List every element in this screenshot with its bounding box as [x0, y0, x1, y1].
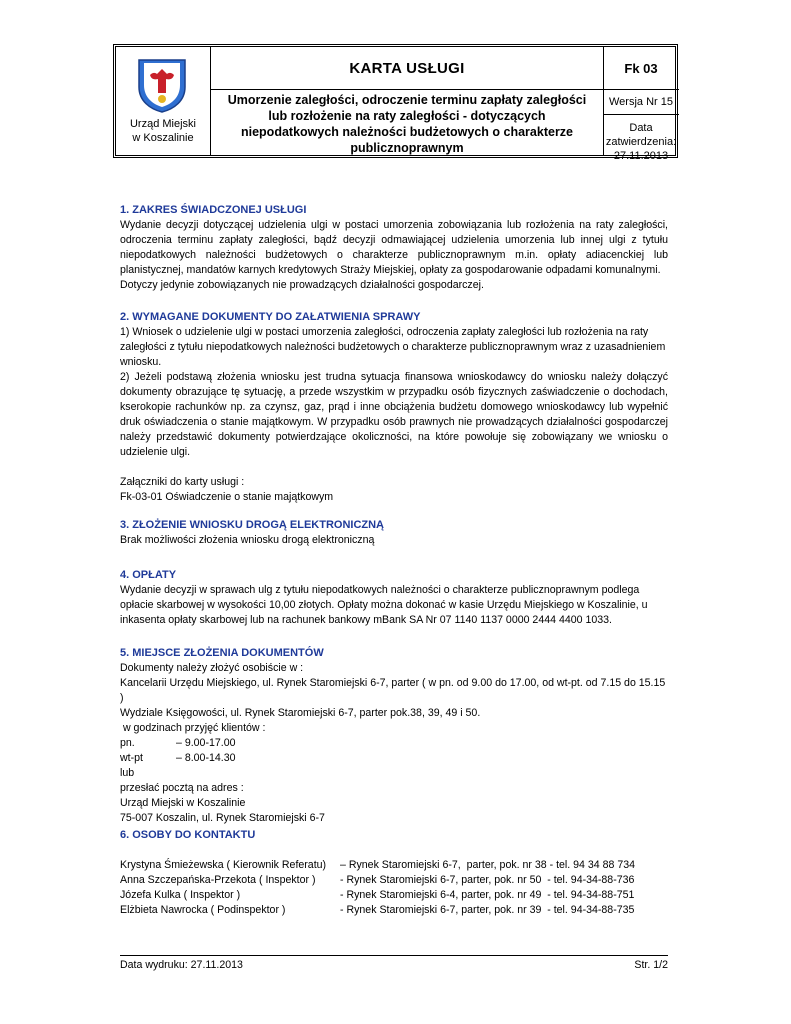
contact-name: Józefa Kulka ( Inspektor ) — [120, 889, 241, 901]
section-text: 2) Jeżeli podstawą złożenia wniosku jest trudna sytuacja finansowa wnioskodawcy do wniosku należy dołączyć dokumenty obrazujące tę sytuację, a przede wszystkim w przypadku osób fizycznych zaświadczenie o dochodach, kserokopie rachunków np. za czynsz, gaz, prąd i inne obciążenia budżetu domowego wnioskodawcy lub wypełnić druk oświadczenia o stanie majątkowym. W przypadku osób prawnych nie prowadzących działalności gospodarczej należy przedstawić dokumenty potwierdzające okoliczności, na które powołuje się zobowiązany we wniosku o udzielenie ulgi. — [120, 371, 668, 458]
location-line: Urząd Miejski w Koszalinie — [120, 797, 246, 809]
section-text: Wydanie decyzji dotyczącej udzielenia ulgi w postaci umorzenia zobowiązania lub rozłożenia na raty zaległości, odroczenia terminu zapłaty zaległości, bądź decyzji odmawiającej udzielenia umorzenia lub innej ulgi z tytułu niepodatkowych należności budżetowych o charakterze publicznoprawnym m.in. opłaty adiacenckiej lub planistycznej, mandatów karnych kredytowych Straży Miejskiej, opłaty za gospodarowanie odpadami komunalnymi. — [120, 219, 668, 276]
section-title: 1. ZAKRES ŚWIADCZONEJ USŁUGI — [120, 204, 307, 216]
section-title: 3. ZŁOŻENIE WNIOSKU DROGĄ ELEKTRONICZNĄ — [120, 519, 384, 531]
footer-divider — [120, 955, 668, 956]
contact-row — [120, 888, 668, 903]
contact-name: Krystyna Śmieżewska ( Kierownik Referatu) — [120, 859, 327, 871]
card-code: Fk 03 — [624, 60, 658, 76]
header-table — [113, 44, 678, 162]
section-location — [120, 646, 668, 826]
office-line-2: w Koszalinie — [132, 132, 194, 144]
section-documents — [120, 310, 668, 505]
section-title: 2. WYMAGANE DOKUMENTY DO ZAŁATWIENIA SPRAWY — [120, 311, 421, 323]
contact-details: – Rynek Staromiejski 6-7, parter, pok. nr 38 - tel. 94 34 88 734 — [340, 859, 636, 871]
location-line: Kancelarii Urzędu Miejskiego, ul. Rynek Staromiejski 6-7, parter ( w pn. od 9.00 do 17.00, od wt-pt. od 7.15 do 15.15 ) — [120, 677, 666, 704]
location-line: 75-007 Koszalin, ul. Rynek Staromiejski 6-7 — [120, 812, 325, 824]
location-line: lub — [120, 767, 135, 779]
contact-name: Anna Szczepańska-Przekota ( Inspektor ) — [120, 874, 316, 886]
card-subtitle: Umorzenie zaległości, odroczenie terminu zapłaty zaległości lub rozłożenie na raty zaległości - dotyczących niepodatkowych należności budżetowych o charakterze publicznoprawnym — [227, 93, 587, 155]
contact-row — [120, 858, 668, 873]
section-title: 5. MIEJSCE ZŁOŻENIA DOKUMENTÓW — [120, 647, 324, 659]
hours-day: pn. — [120, 737, 135, 749]
location-line: Dokumenty należy złożyć osobiście w : — [120, 662, 304, 674]
hours-row — [120, 751, 668, 766]
section-text: Wydanie decyzji w sprawach ulg z tytułu niepodatkowych należności o charakterze publicznoprawnym podlega opłacie skarbowej w wysokości 10,00 złotych. Opłaty można dokonać w kasie Urzędu Miejskiego w Koszalinie, u inkasenta opłaty skarbowej lub na rachunek bankowy mBank SA Nr 07 1140 1137 0000 2444 4400 1033. — [120, 584, 648, 626]
section-scope — [120, 203, 668, 293]
page-number: Str. 1/2 — [634, 959, 668, 971]
location-line: przesłać pocztą na adres : — [120, 782, 244, 794]
hours-time: – 9.00-17.00 — [176, 737, 236, 749]
approval-date: 27.11.2013 — [613, 150, 669, 162]
attachment-item: Fk-03-01 Oświadczenie o stanie majątkowym — [120, 491, 334, 503]
contact-row — [120, 903, 668, 918]
contact-details: - Rynek Staromiejski 6-7, parter, pok. nr 50 - tel. 94-34-88-736 — [340, 874, 635, 886]
attachments-label: Załączniki do karty usługi : — [120, 476, 245, 488]
card-title: KARTA USŁUGI — [349, 59, 465, 77]
contact-details: - Rynek Staromiejski 6-7, parter, pok. nr 39 - tel. 94-34-88-735 — [340, 904, 635, 916]
hours-day: wt-pt — [120, 752, 143, 764]
approval-label: Data zatwierdzenia: — [605, 122, 677, 148]
hours-time: – 8.00-14.30 — [176, 752, 236, 764]
office-name — [116, 117, 210, 145]
contact-details: - Rynek Staromiejski 6-4, parter, pok. nr 49 - tel. 94-34-88-751 — [340, 889, 635, 901]
section-text: Dotyczy jedynie zobowiązanych nie prowadzących działalności gospodarczej. — [120, 279, 484, 291]
location-line: w godzinach przyjęć klientów : — [120, 722, 266, 734]
coat-of-arms-logo — [136, 57, 188, 113]
section-electronic — [120, 518, 668, 548]
office-line-1: Urząd Miejski — [129, 118, 196, 130]
contact-name: Elżbieta Nawrocka ( Podinspektor ) — [120, 904, 286, 916]
section-title: 6. OSOBY DO KONTAKTU — [120, 829, 256, 841]
section-text: 1) Wniosek o udzielenie ulgi w postaci umorzenia zaległości, odroczenia zapłaty zaległości lub rozłożenia na raty zaległości z tytułu niepodatkowych należności budżetowych o charakterze publicznoprawnym wraz z uzasadnieniem wniosku. — [120, 326, 666, 368]
section-fees — [120, 568, 668, 628]
print-date: Data wydruku: 27.11.2013 — [120, 959, 243, 971]
card-approval — [604, 115, 678, 162]
location-line: Wydziale Księgowości, ul. Rynek Staromiejski 6-7, parter pok.38, 39, 49 i 50. — [120, 707, 481, 719]
section-contacts — [120, 828, 668, 918]
hours-row — [120, 736, 668, 751]
section-text: Brak możliwości złożenia wniosku drogą elektroniczną — [120, 534, 375, 546]
contact-row — [120, 873, 668, 888]
section-title: 4. OPŁATY — [120, 569, 177, 581]
card-version: Wersja Nr 15 — [609, 96, 673, 108]
